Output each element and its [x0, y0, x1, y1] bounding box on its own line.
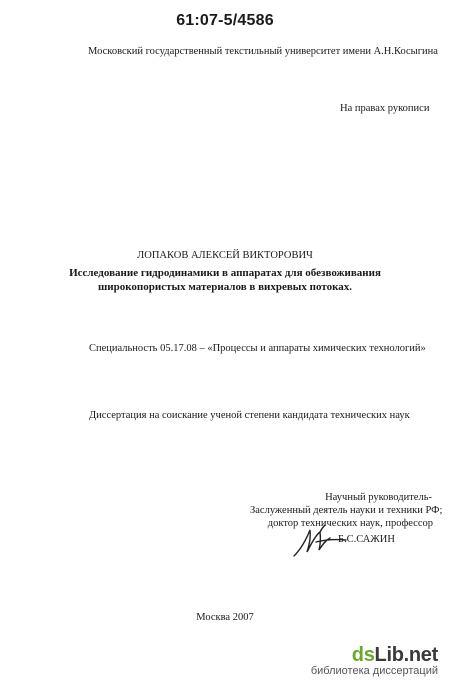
- supervisor-name: Б.С.САЖИН: [338, 534, 395, 545]
- university-name: Московский государственный текстильный университет имени А.Н.Косыгина: [88, 46, 438, 57]
- thesis-title-line-1: Исследование гидродинамики в аппаратах для обезвоживания: [69, 267, 381, 279]
- watermark-logo: [311, 644, 438, 667]
- place-year: Москва 2007: [196, 612, 254, 623]
- supervisor-role: Научный руководитель-: [325, 492, 432, 503]
- specialty-line: Специальность 05.17.08 – «Процессы и аппараты химических технологий»: [89, 343, 426, 354]
- watermark-logo-prefix: ds: [351, 644, 375, 666]
- supervisor-degree: доктор технических наук, профессор: [267, 518, 433, 529]
- watermark-caption: библиотека диссертаций: [310, 665, 438, 677]
- watermark: [311, 644, 438, 677]
- author-name: ЛОПАКОВ АЛЕКСЕЙ ВИКТОРОВИЧ: [137, 250, 313, 261]
- rights-notice: На правах рукописи: [340, 103, 430, 114]
- catalog-code: 61:07-5/4586: [176, 12, 274, 29]
- dissertation-degree-line: Диссертация на соискание ученой степени кандидата технических наук: [89, 410, 410, 421]
- watermark-logo-main: Lib.net: [374, 644, 438, 666]
- supervisor-honor: Заслуженный деятель науки и техники РФ;: [250, 505, 443, 516]
- thesis-title-line-2: широкопористых материалов в вихревых потоках.: [97, 281, 353, 293]
